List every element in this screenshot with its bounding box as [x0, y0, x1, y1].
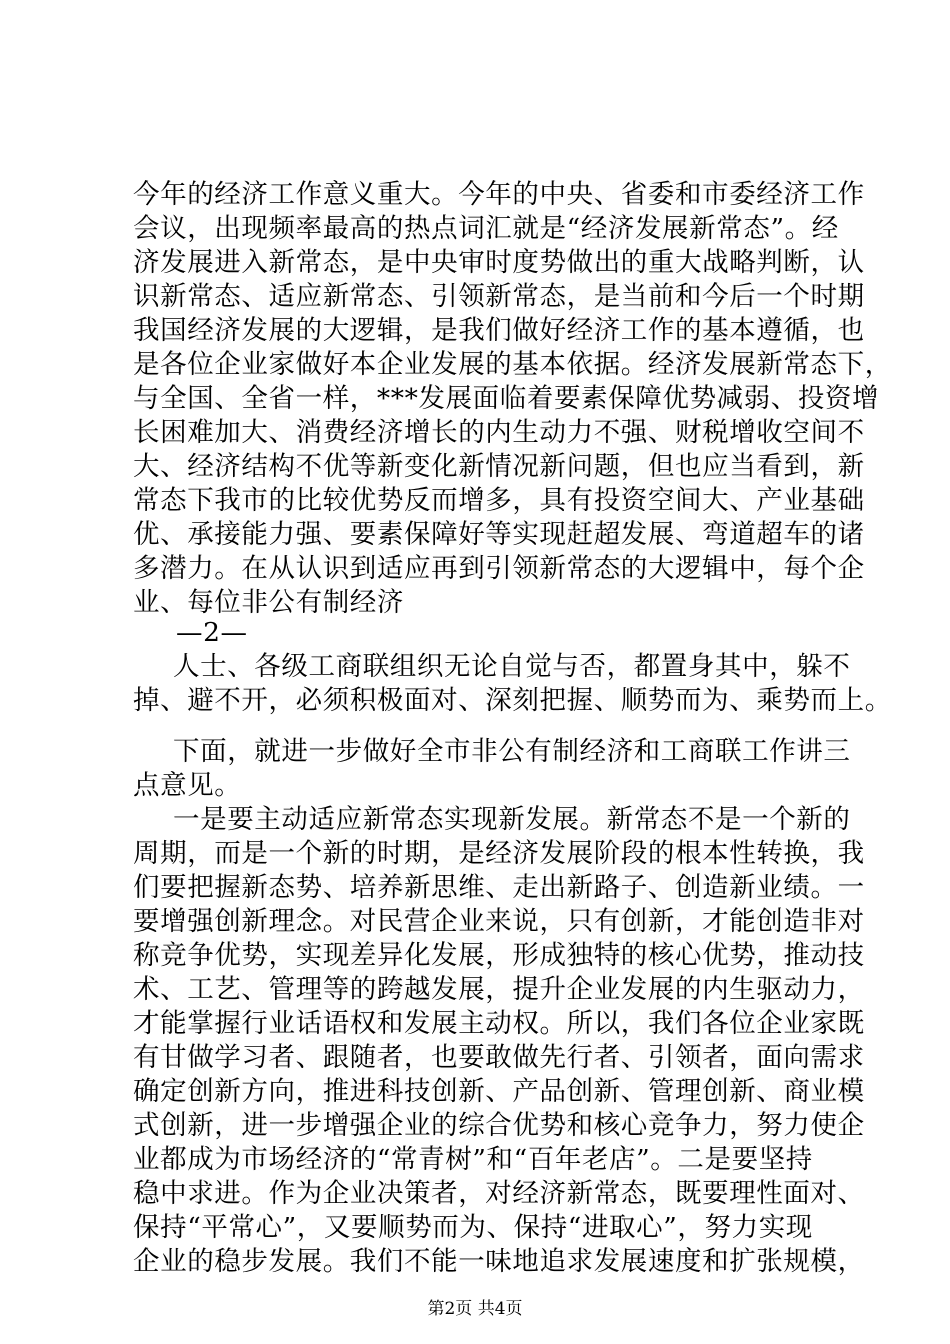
text-line: 济发展进入新常态，是中央审时度势做出的重大战略判断，认 — [133, 247, 865, 278]
text-line: 优、承接能力强、要素保障好等实现赶超发展、弯道超车的诸 — [133, 519, 865, 550]
text-line: 长困难加大、消费经济增长的内生动力不强、财税增收空间不 — [133, 417, 865, 448]
text-line: 识新常态、适应新常态、引领新常态，是当前和今后一个时期 — [133, 281, 865, 312]
text-line: 一是要主动适应新常态实现新发展。新常态不是一个新的 — [173, 804, 851, 835]
text-line: 要增强创新理念。对民营企业来说，只有创新，才能创造非对 — [133, 906, 865, 937]
page-footer: 第2页 共4页 — [427, 1299, 523, 1319]
text-line: 掉、避不开，必须积极面对、深刻把握、顺势而为、乘势而上。 — [133, 685, 892, 716]
text-line: 今年的经济工作意义重大。今年的中央、省委和市委经济工作 — [133, 179, 865, 210]
text-line: 稳中求进。作为企业决策者，对经济新常态，既要理性面对、 — [133, 1178, 865, 1209]
text-line: 称竞争优势，实现差异化发展，形成独特的核心优势，推动技 — [133, 940, 865, 971]
text-line: 业、每位非公有制经济 — [133, 587, 404, 618]
text-line: 人士、各级工商联组织无论自觉与否，都置身其中，躲不 — [173, 651, 851, 682]
text-line: 保持“平常心”，又要顺势而为、保持“进取心”，努力实现 — [133, 1212, 813, 1243]
text-line: 是各位企业家做好本企业发展的基本依据。经济发展新常态下， — [133, 349, 892, 380]
text-line: 才能掌握行业话语权和发展主动权。所以，我们各位企业家既 — [133, 1008, 865, 1039]
page-number-marker: —2— — [176, 617, 248, 648]
text-line: 确定创新方向，推进科技创新、产品创新、管理创新、商业模 — [133, 1076, 865, 1107]
text-line: 常态下我市的比较优势反而增多，具有投资空间大、产业基础 — [133, 485, 865, 516]
text-line: 与全国、全省一样，***发展面临着要素保障优势减弱、投资增 — [133, 383, 880, 414]
text-line: 大、经济结构不优等新变化新情况新问题，但也应当看到，新 — [133, 451, 865, 482]
text-line: 式创新，进一步增强企业的综合优势和核心竞争力，努力使企 — [133, 1110, 865, 1141]
text-line: 企业的稳步发展。我们不能一味地追求发展速度和扩张规模， — [133, 1246, 865, 1277]
text-line: 多潜力。在从认识到适应再到引领新常态的大逻辑中，每个企 — [133, 553, 865, 584]
text-line: 会议，出现频率最高的热点词汇就是“经济发展新常态”。经 — [133, 213, 839, 244]
text-line: 下面，就进一步做好全市非公有制经济和工商联工作讲三 — [173, 736, 851, 767]
text-line: 有甘做学习者、跟随者，也要敢做先行者、引领者，面向需求 — [133, 1042, 865, 1073]
text-line: 我国经济发展的大逻辑，是我们做好经济工作的基本遵循，也 — [133, 315, 865, 346]
text-line: 周期，而是一个新的时期，是经济发展阶段的根本性转换，我 — [133, 838, 865, 869]
text-line: 术、工艺、管理等的跨越发展，提升企业发展的内生驱动力， — [133, 974, 865, 1005]
text-line: 们要把握新态势、培养新思维、走出新路子、创造新业绩。一 — [133, 872, 865, 903]
text-line: 业都成为市场经济的“常青树”和“百年老店”。二是要坚持 — [133, 1144, 813, 1175]
text-line: 点意见。 — [133, 770, 242, 801]
